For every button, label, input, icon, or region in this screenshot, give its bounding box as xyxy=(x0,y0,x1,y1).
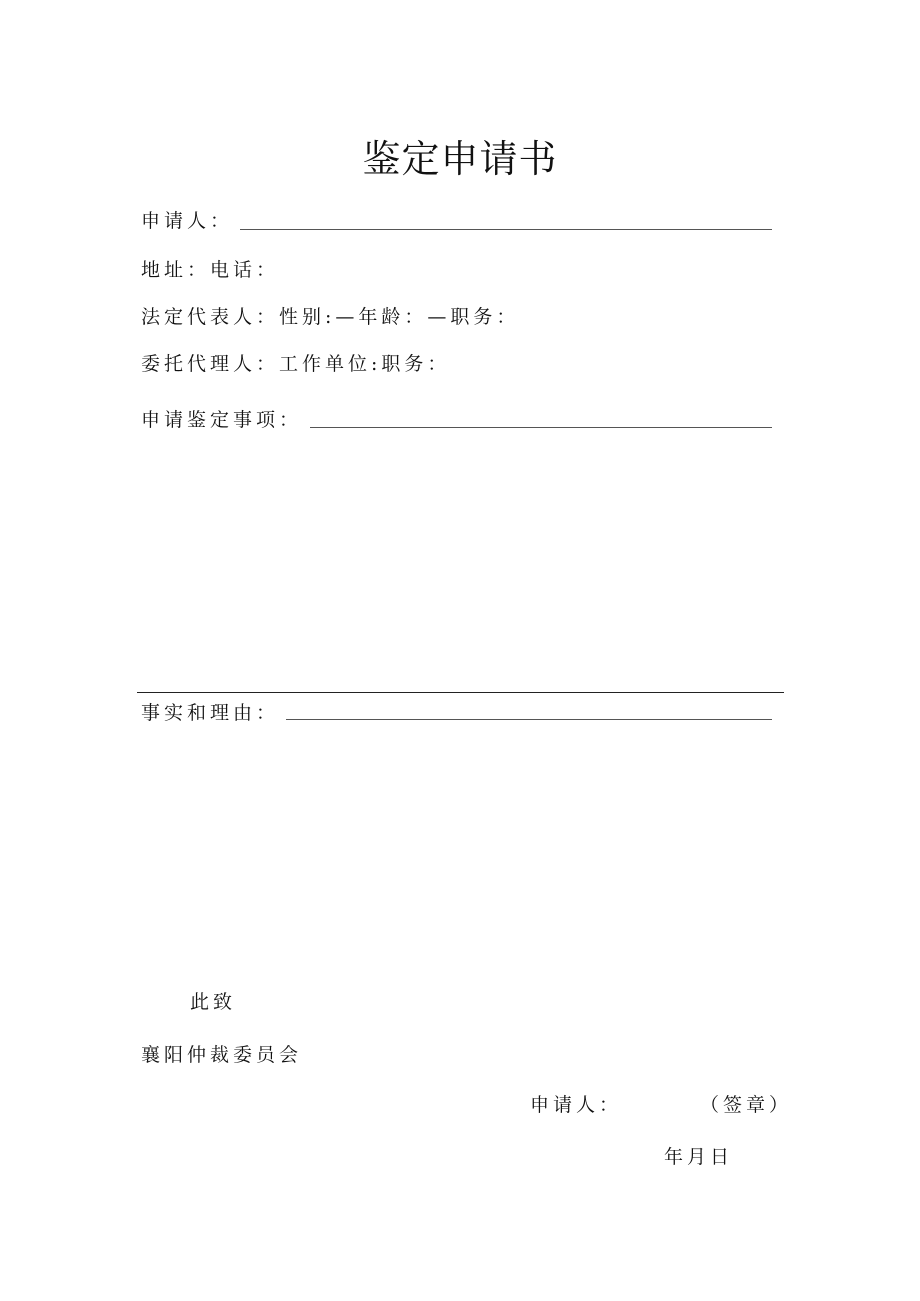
recipient: 襄阳仲裁委员会 xyxy=(141,1044,303,1066)
applicant-underline[interactable] xyxy=(240,229,772,230)
legal-rep-label: 法定代表人：性别:—年龄：—职务： xyxy=(141,306,520,328)
matters-label: 申请鉴定事项： xyxy=(141,409,303,431)
address-phone-label: 地址：电话： xyxy=(141,259,280,281)
seal-note: （签章） xyxy=(700,1094,793,1116)
section-divider xyxy=(137,692,784,693)
facts-underline[interactable] xyxy=(286,719,772,720)
matters-underline[interactable] xyxy=(310,427,772,428)
document-title: 鉴定申请书 xyxy=(362,137,558,181)
agent-label: 委托代理人：工作单位:职务： xyxy=(141,353,451,375)
salutation: 此致 xyxy=(190,991,237,1013)
facts-label: 事实和理由： xyxy=(141,702,280,724)
sign-label: 申请人： xyxy=(530,1094,623,1116)
applicant-label: 申请人： xyxy=(141,210,234,232)
date-line: 年月日 xyxy=(664,1146,734,1168)
